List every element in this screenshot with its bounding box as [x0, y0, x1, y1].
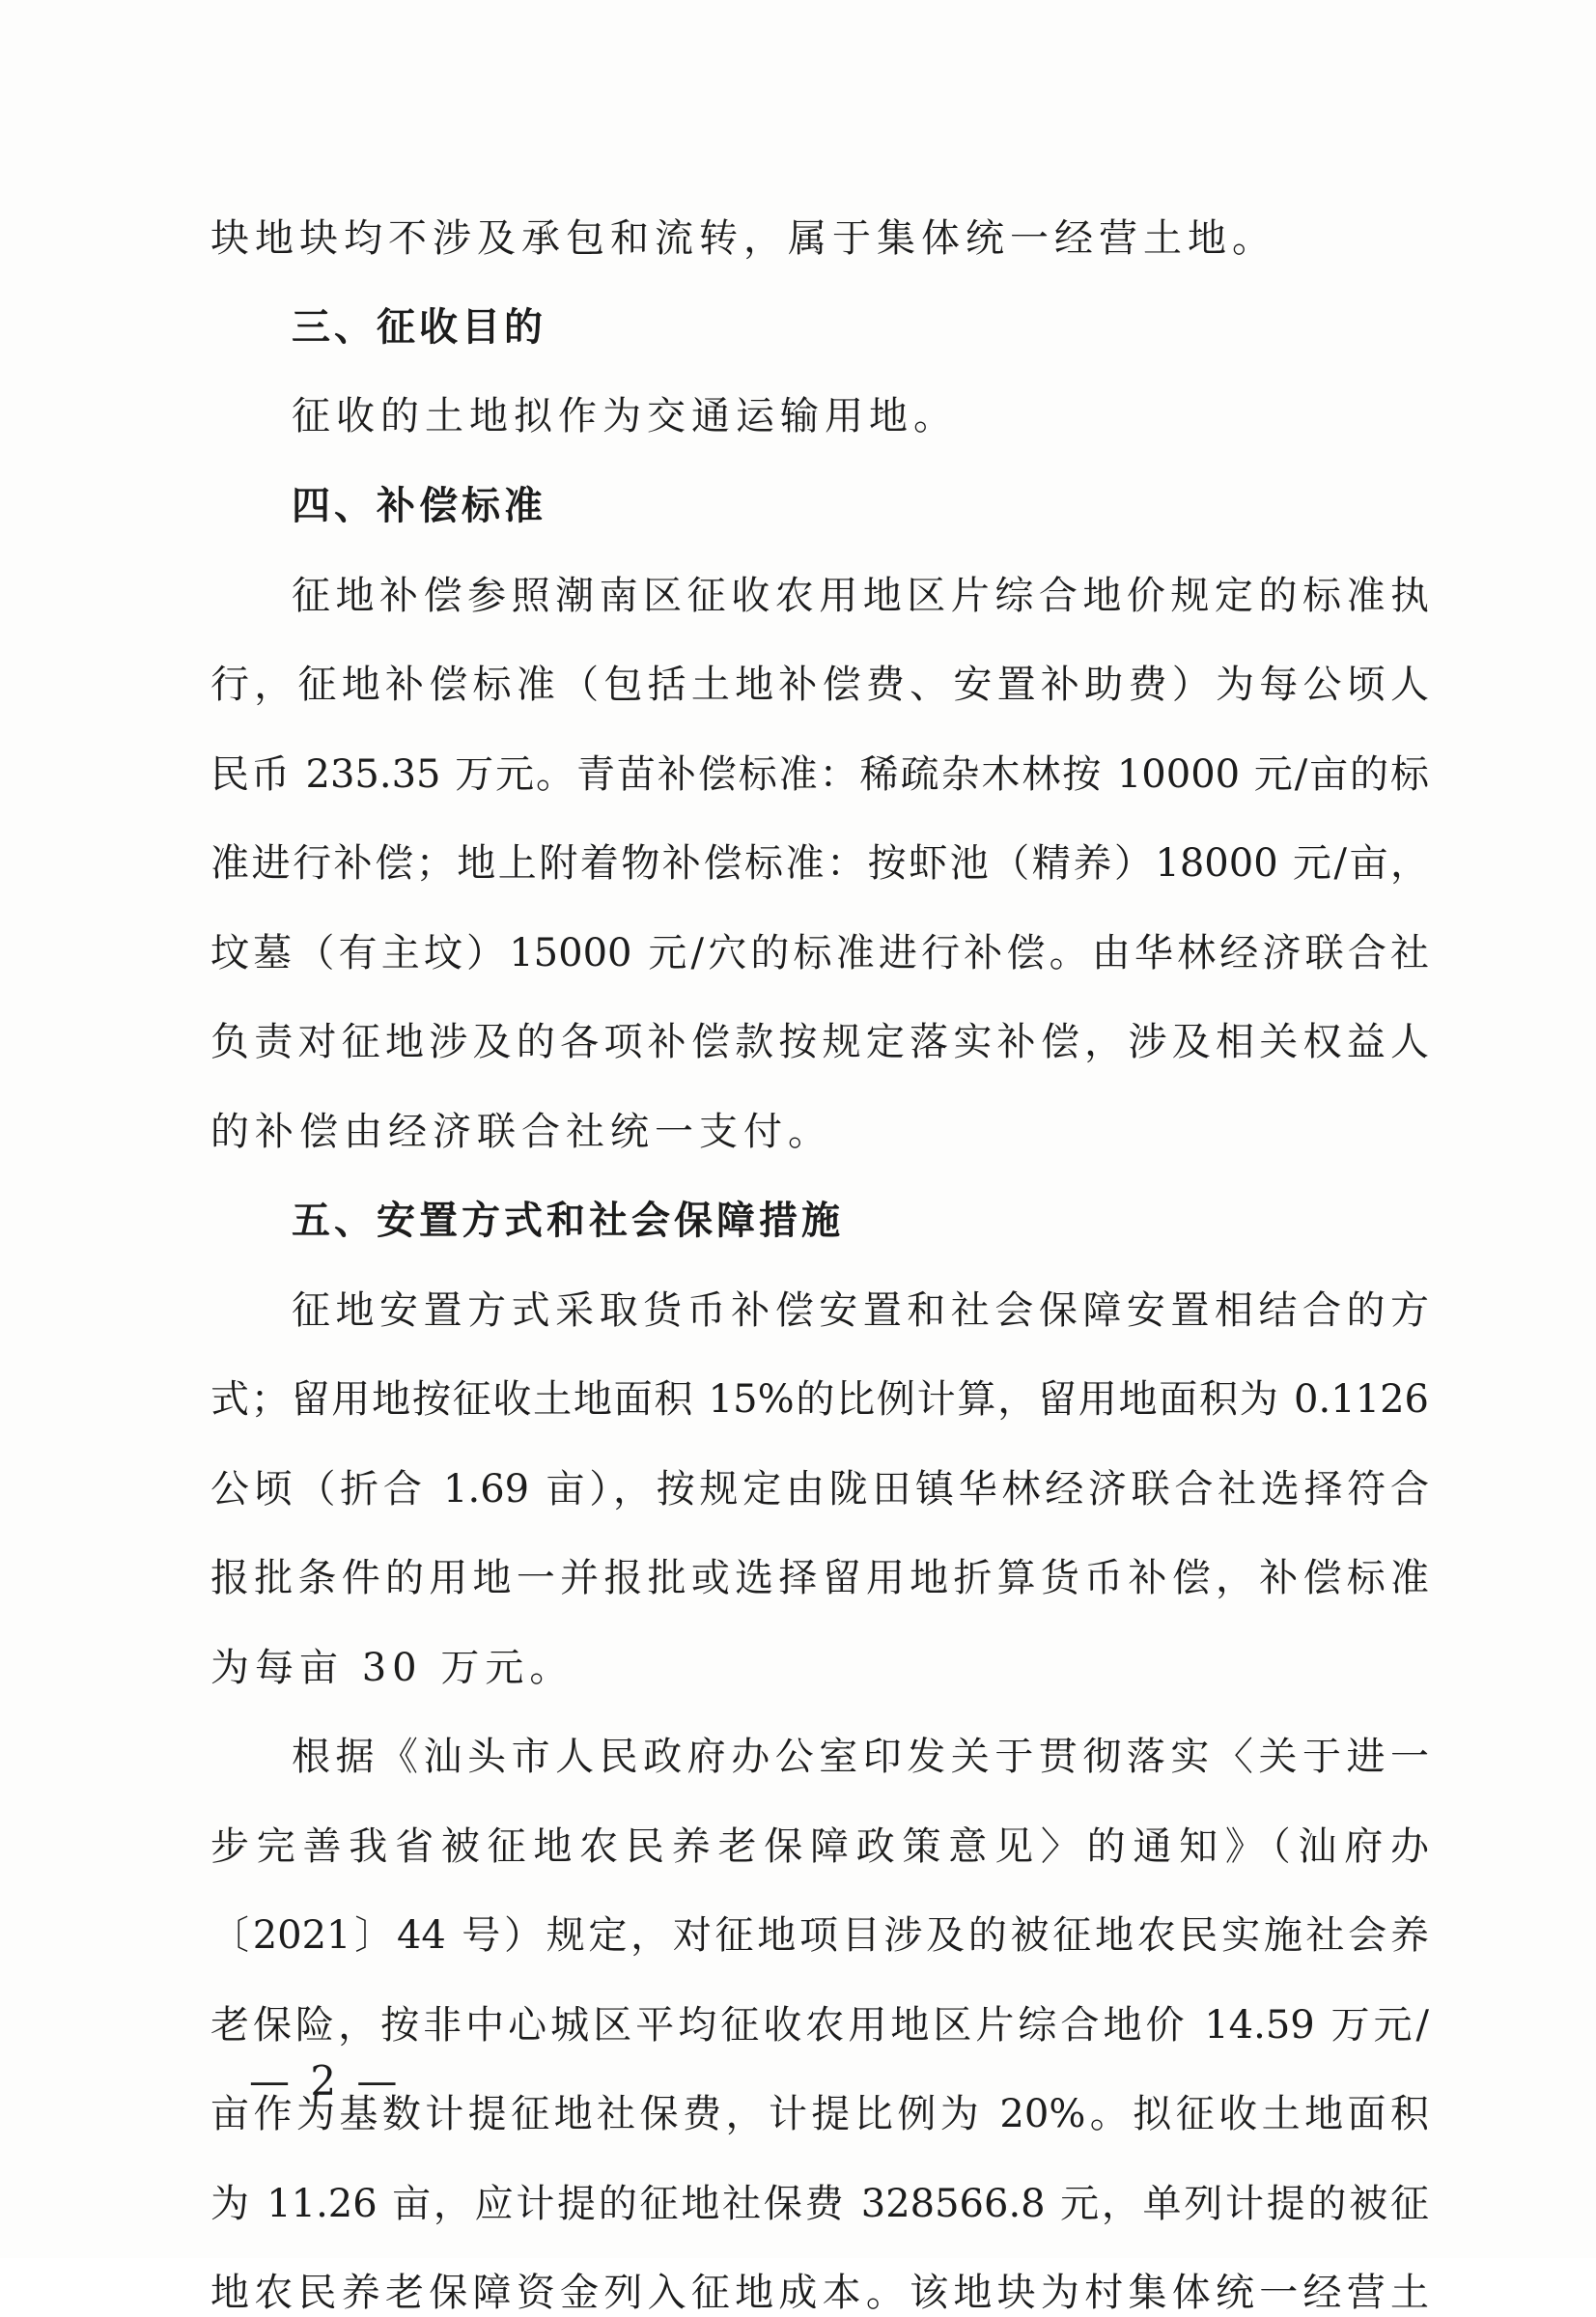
- text-line: 征地安置方式采取货币补偿安置和社会保障安置相结合的方: [292, 1288, 1429, 1333]
- text-line: 式；留用地按征收土地面积 15%的比例计算，留用地面积为 0.1126: [210, 1377, 1429, 1422]
- text-line: 的补偿由经济联合社统一支付。: [210, 1110, 832, 1154]
- text-line: 行，征地补偿标准（包括土地补偿费、安置补助费）为每公顷人: [210, 663, 1429, 707]
- text-line: 为每亩 30 万元。: [210, 1646, 574, 1690]
- text-line: 〔2021〕44 号）规定，对征地项目涉及的被征地农民实施社会养: [210, 1913, 1429, 1958]
- text-line: 民币 235.35 万元。青苗补偿标准：稀疏杂木林按 10000 元/亩的标: [210, 752, 1429, 797]
- text-line: 地农民养老保障资金列入征地成本。该地块为村集体统一经营土: [210, 2271, 1429, 2315]
- text-line: 征地补偿参照潮南区征收农用地区片综合地价规定的标准执: [292, 574, 1429, 618]
- text-line: 征收的土地拟作为交通运输用地。: [292, 394, 958, 438]
- text-line: 块地块均不涉及承包和流转，属于集体统一经营土地。: [210, 216, 1276, 261]
- text-line: 公顷（折合 1.69 亩），按规定由陇田镇华林经济联合社选择符合: [210, 1467, 1429, 1512]
- section-heading: 五、安置方式和社会保障措施: [292, 1199, 844, 1243]
- text-line: 步完善我省被征地农民养老保障政策意见〉的通知》（汕府办: [210, 1824, 1429, 1869]
- text-line: 准进行补偿；地上附着物补偿标准：按虾池（精养）18000 元/亩，: [210, 841, 1429, 886]
- text-line: 负责对征地涉及的各项补偿款按规定落实补偿，涉及相关权益人: [210, 1020, 1429, 1064]
- text-line: 根据《汕头市人民政府办公室印发关于贯彻落实〈关于进一: [292, 1735, 1429, 1779]
- text-line: 报批条件的用地一并报批或选择留用地折算货币补偿，补偿标准: [210, 1556, 1429, 1600]
- text-line: 为 11.26 亩，应计提的征地社保费 328566.8 元，单列计提的被征: [210, 2182, 1429, 2226]
- section-heading: 四、补偿标准: [292, 484, 546, 528]
- page-number: — 2 —: [249, 2057, 402, 2105]
- section-heading: 三、征收目的: [292, 305, 546, 350]
- text-line: 老保险，按非中心城区平均征收农用地区片综合地价 14.59 万元/: [210, 2003, 1429, 2048]
- text-line: 亩作为基数计提征地社保费，计提比例为 20%。拟征收土地面积: [210, 2092, 1429, 2136]
- text-line: 坟墓（有主坟）15000 元/穴的标准进行补偿。由华林经济联合社: [210, 931, 1429, 975]
